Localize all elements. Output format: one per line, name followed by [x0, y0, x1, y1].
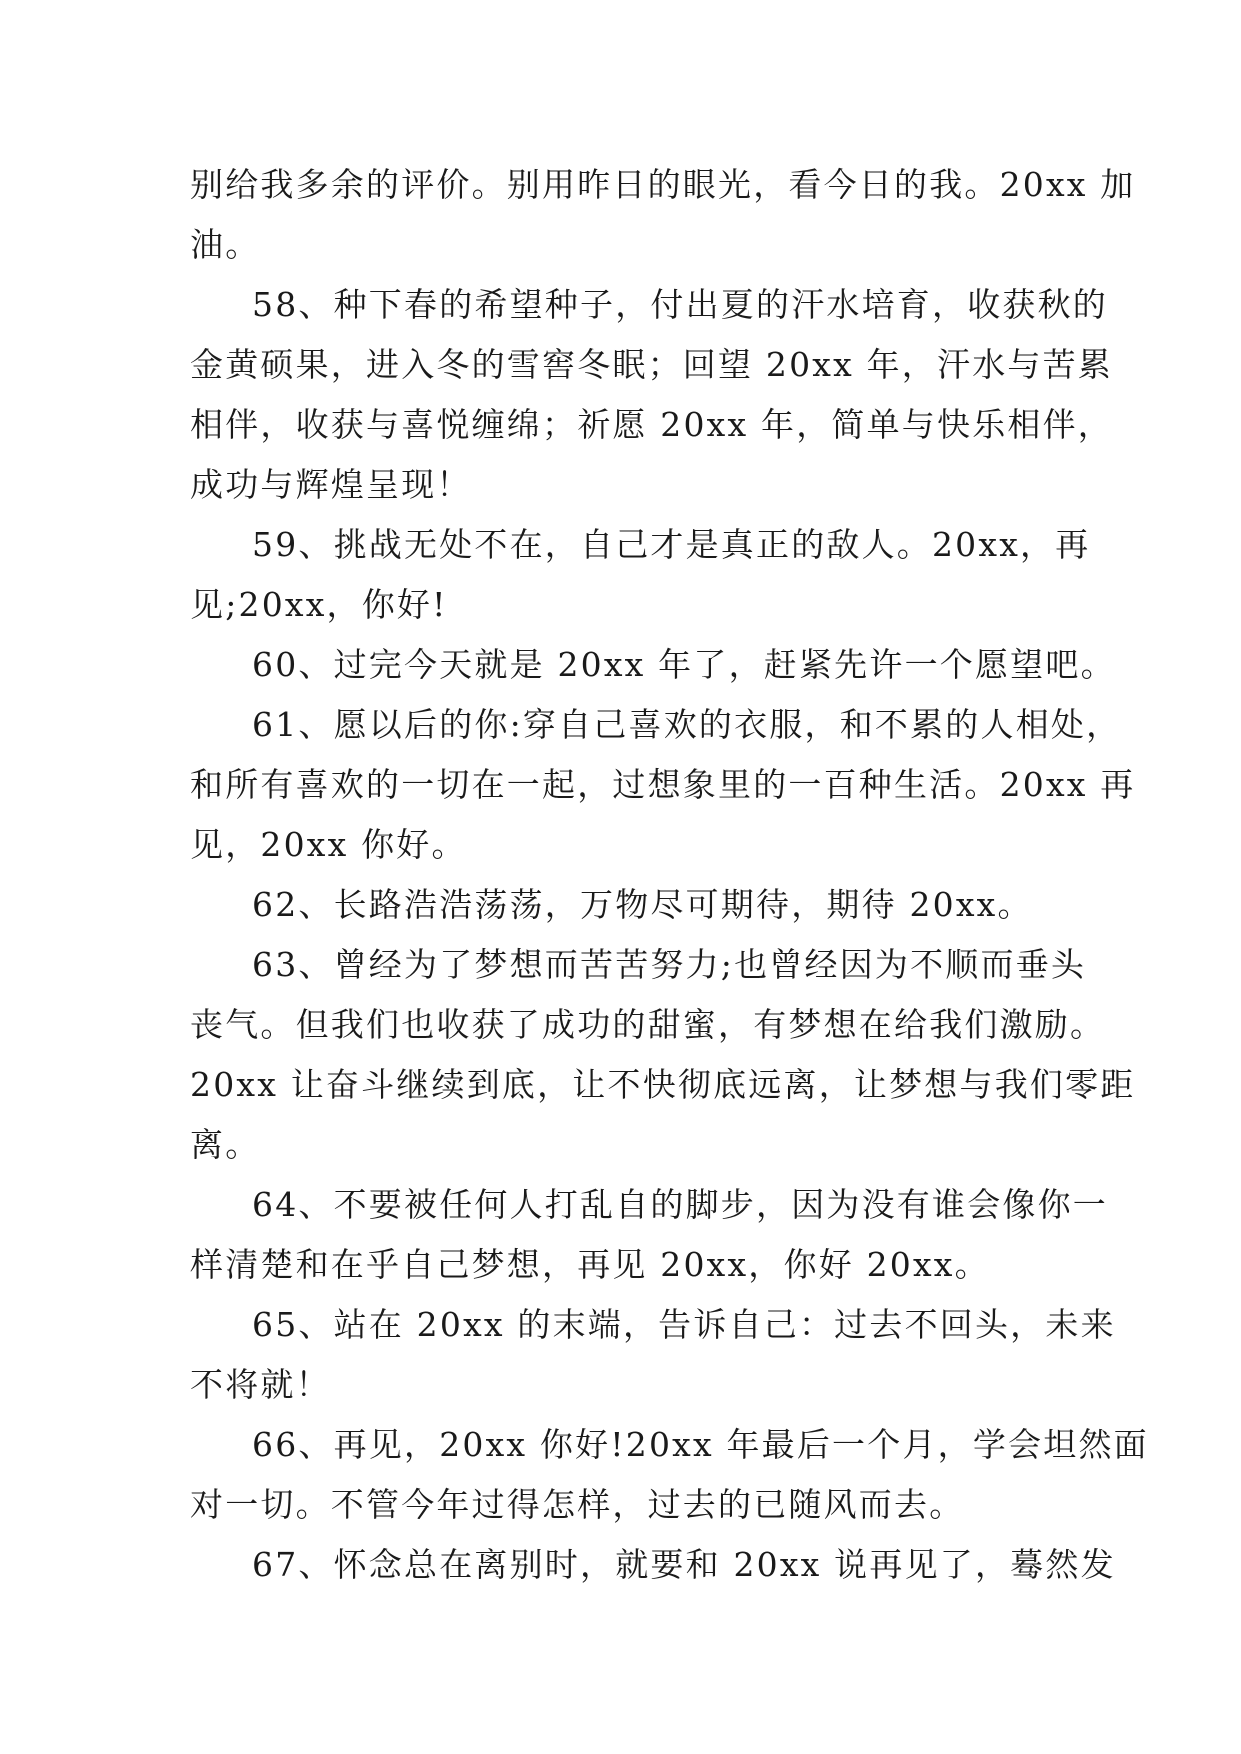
text-line: 离。	[190, 1125, 261, 1164]
text-line: 相伴，收获与喜悦缠绵；祈愿 20xx 年，简单与快乐相伴，	[190, 405, 1113, 444]
text-line: 不将就！	[190, 1365, 331, 1404]
text-line: 65、站在 20xx 的末端，告诉自己：过去不回头，未来	[252, 1305, 1116, 1344]
text-line: 成功与辉煌呈现！	[190, 465, 472, 504]
text-line: 金黄硕果，进入冬的雪窖冬眠；回望 20xx 年，汗水与苦累	[190, 345, 1113, 384]
text-line: 样清楚和在乎自己梦想，再见 20xx，你好 20xx。	[190, 1245, 990, 1284]
text-line: 60、过完今天就是 20xx 年了，赶紧先许一个愿望吧。	[252, 645, 1116, 684]
text-line: 20xx 让奋斗继续到底，让不快彻底远离，让梦想与我们零距	[190, 1065, 1136, 1104]
text-line: 66、再见，20xx 你好!20xx 年最后一个月，学会坦然面	[252, 1425, 1149, 1464]
text-line: 见;20xx，你好!	[190, 585, 448, 624]
document-body	[190, 155, 1149, 1595]
text-line: 别给我多余的评价。别用昨日的眼光，看今日的我。20xx 加	[190, 165, 1136, 204]
text-line: 67、怀念总在离别时，就要和 20xx 说再见了，蓦然发	[252, 1545, 1116, 1584]
text-line: 丧气。但我们也收获了成功的甜蜜，有梦想在给我们激励。	[190, 1005, 1106, 1044]
text-line: 62、长路浩浩荡荡，万物尽可期待，期待 20xx。	[252, 885, 1033, 924]
text-line: 61、愿以后的你:穿自己喜欢的衣服，和不累的人相处，	[252, 705, 1122, 744]
text-line: 油。	[190, 225, 261, 264]
text-line: 58、种下春的希望种子，付出夏的汗水培育，收获秋的	[252, 285, 1108, 324]
text-line: 59、挑战无处不在，自己才是真正的敌人。20xx，再	[252, 525, 1091, 564]
text-line: 对一切。不管今年过得怎样，过去的已随风而去。	[190, 1485, 965, 1524]
text-line: 和所有喜欢的一切在一起，过想象里的一百种生活。20xx 再	[190, 765, 1136, 804]
text-line: 63、曾经为了梦想而苦苦努力;也曾经因为不顺而垂头	[252, 945, 1087, 984]
text-line: 64、不要被任何人打乱自的脚步，因为没有谁会像你一	[252, 1185, 1108, 1224]
text-line: 见，20xx 你好。	[190, 825, 467, 864]
